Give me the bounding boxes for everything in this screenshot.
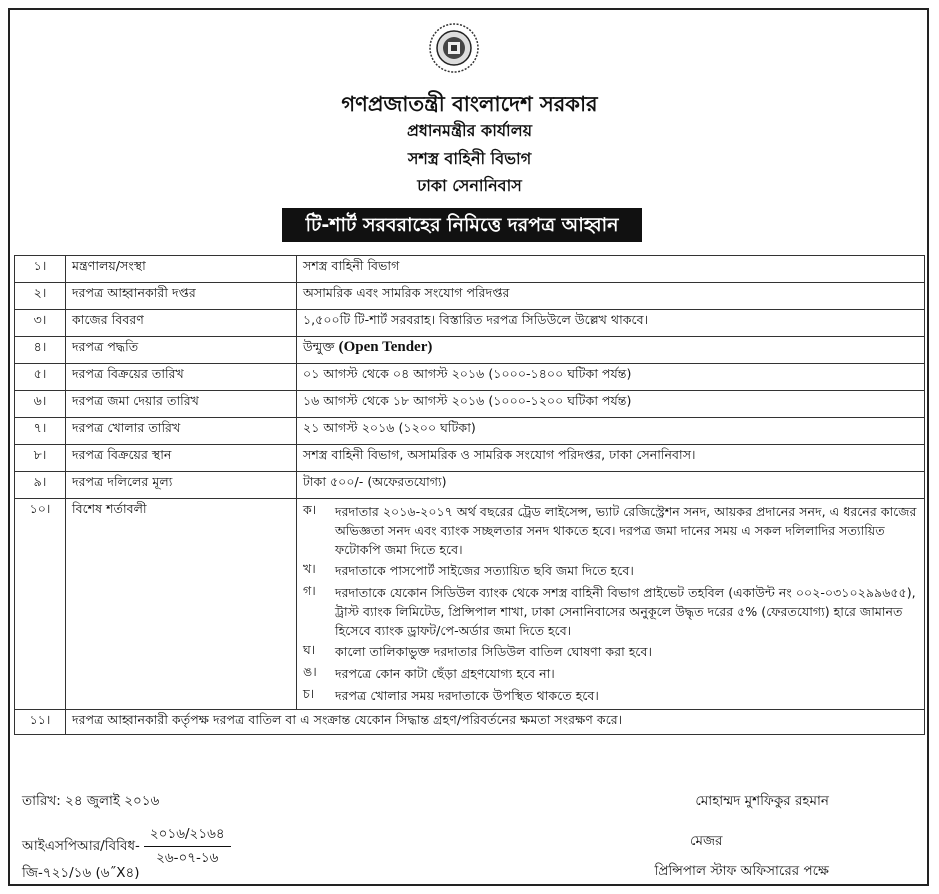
row-value-text: টাকা ৫০০/- (অফেরতযোগ্য): [303, 474, 447, 489]
government-seal-icon: [428, 22, 480, 74]
table-row-special-conditions: [15, 499, 925, 710]
g-code: জি-৭২১/১৬ (৬˝X৪): [22, 865, 140, 881]
signer-designation: প্রিন্সিপাল স্টাফ অফিসারের পক্ষে: [654, 863, 829, 879]
row-number: ৪।: [15, 337, 66, 364]
row-number: ৮।: [15, 445, 66, 472]
condition-item: [303, 685, 918, 707]
reference-top: ২০১৬/২১৬৪: [144, 823, 231, 847]
row-value-text: উন্মুক্ত: [303, 339, 335, 354]
reference-prefix: আইএসপিআর/বিবিধ-: [22, 838, 140, 854]
table-row: [15, 472, 925, 499]
row-number: ৭।: [15, 418, 66, 445]
header-office: প্রধানমন্ত্রীর কার্যালয়: [406, 121, 533, 140]
condition-text: দরদাতাকে পাসপোর্ট সাইজের সত্যায়িত ছবি জমা দিতে হবে।: [335, 563, 634, 578]
tender-title-banner: টি-শার্ট সরবরাহের নিমিত্তে দরপত্র আহ্বান: [282, 208, 642, 242]
row-value: [297, 310, 925, 337]
table-row-authority: [15, 710, 925, 735]
signer-rank: মেজর: [690, 833, 723, 849]
row-number: ১০।: [15, 499, 66, 710]
condition-marker: ঘ।: [303, 642, 316, 657]
row-number: ৬।: [15, 391, 66, 418]
row-label: দরপত্র দলিলের মূল্য: [66, 472, 297, 499]
condition-item: [303, 582, 918, 641]
condition-text: কালো তালিকাভুক্ত দরদাতার সিডিউল বাতিল ঘোষণা করা হবে।: [335, 644, 653, 659]
header-division: সশস্ত্র বাহিনী বিভাগ: [407, 149, 532, 168]
row-value-text: ১৬ আগস্ট থেকে ১৮ আগস্ট ২০১৬ (১০০০-১২০০ ঘটিকা পর্যন্ত): [303, 393, 632, 408]
table-row: [15, 418, 925, 445]
notice-date: তারিখ: ২৪ জুলাই ২০১৬: [22, 793, 160, 809]
authority-statement: দরপত্র আহ্বানকারী কর্তৃপক্ষ দরপত্র বাতিল বা এ সংক্রান্ত যেকোন সিদ্ধান্ত গ্রহণ/পরিবর্তনের ক্ষমতা সংরক্ষণ করে।: [66, 710, 925, 735]
condition-item: [303, 560, 918, 582]
row-value: [297, 418, 925, 445]
condition-marker: ক।: [303, 502, 317, 517]
table-row: [15, 364, 925, 391]
row-value-text: ২১ আগস্ট ২০১৬ (১২০০ ঘটিকা): [303, 420, 476, 435]
header-location: ঢাকা সেনানিবাস: [417, 176, 522, 195]
row-value: [297, 445, 925, 472]
condition-marker: গ।: [303, 583, 316, 598]
row-value: [297, 283, 925, 310]
row-value-text: সশস্ত্র বাহিনী বিভাগ, অসামরিক ও সামরিক সংযোগ পরিদপ্তর, ঢাকা সেনানিবাস।: [303, 447, 696, 462]
row-label: দরপত্র পদ্ধতি: [66, 337, 297, 364]
row-value: [297, 391, 925, 418]
row-value: [297, 256, 925, 283]
special-conditions-list: [297, 499, 925, 710]
row-value-text: ০১ আগস্ট থেকে ০৪ আগস্ট ২০১৬ (১০০০-১৪০০ ঘটিকা পর্যন্ত): [303, 366, 632, 381]
table-row: [15, 337, 925, 364]
row-number: ৫।: [15, 364, 66, 391]
row-label: দরপত্র বিক্রয়ের স্থান: [66, 445, 297, 472]
condition-marker: চ।: [303, 686, 315, 701]
row-label: দরপত্র জমা দেয়ার তারিখ: [66, 391, 297, 418]
condition-marker: খ।: [303, 561, 316, 576]
condition-text: দরপত্র খোলার সময় দরদাতাকে উপস্থিত থাকতে হবে।: [335, 688, 599, 703]
condition-item: [303, 641, 918, 663]
row-value-text: ১,৫০০টি টি-শার্ট সরবরাহ। বিস্তারিত দরপত্র সিডিউলে উল্লেখ থাকবে।: [303, 312, 649, 327]
condition-text: দরপত্রে কোন কাটা ছেঁড়া গ্রহণযোগ্য হবে না।: [335, 666, 555, 681]
row-value-text: অসামরিক এবং সামরিক সংযোগ পরিদপ্তর: [303, 285, 510, 300]
condition-marker: ঙ।: [303, 664, 317, 679]
signer-name: মোহাম্মদ মুশফিকুর রহমান: [695, 793, 829, 809]
row-value: [297, 472, 925, 499]
table-row: [15, 283, 925, 310]
row-label: দরপত্র বিক্রয়ের তারিখ: [66, 364, 297, 391]
condition-item: [303, 501, 918, 560]
row-value: [297, 337, 925, 364]
row-value-text: সশস্ত্র বাহিনী বিভাগ: [303, 258, 400, 273]
row-number: ৩।: [15, 310, 66, 337]
row-value-emphasis: (Open Tender): [338, 339, 433, 355]
table-row: [15, 445, 925, 472]
condition-text: দরদাতাকে যেকোন সিডিউল ব্যাংক থেকে সশস্ত্র বাহিনী বিভাগ প্রাইভেট তহবিল (একাউন্ট নং ০০২-০৩১০২৯৯৬৫৫), ট্রাস্ট ব্যাংক লিমিটেড, প্রিন্সিপাল শাখা, ঢাকা সেনানিবাসের অনুকূলে উদ্ধৃত দরের ৫% (ফেরতযোগ্য) হারে জামানত হিসেবে ব্যাংক ড্রাফট/পে-অর্ডার জমা দিতে হবে।: [335, 585, 916, 638]
row-value: [297, 364, 925, 391]
row-label: দরপত্র আহ্বানকারী দপ্তর: [66, 283, 297, 310]
row-number: ২।: [15, 283, 66, 310]
row-number: ৯।: [15, 472, 66, 499]
row-label: মন্ত্রণালয়/সংস্থা: [66, 256, 297, 283]
row-number: ১১।: [15, 710, 66, 735]
row-label: কাজের বিবরণ: [66, 310, 297, 337]
condition-item: [303, 663, 918, 685]
table-row: [15, 310, 925, 337]
table-row: [15, 256, 925, 283]
tender-table: [14, 255, 925, 735]
reference-bottom: ২৬-০৭-১৬: [156, 850, 219, 866]
reference-fraction: [144, 823, 231, 870]
row-label: বিশেষ শর্তাবলী: [66, 499, 297, 710]
condition-text: দরদাতার ২০১৬-২০১৭ অর্থ বছরের ট্রেড লাইসেন্স, ভ্যাট রেজিস্ট্রেশন সনদ, আয়কর প্রদানের সনদ, এ ধরনের কাজের অভিজ্ঞতা সনদ এবং ব্যাংক সচ্ছলতার সনদ থাকতে হবে। দরপত্র জমা দানের সময় এ সকল দলিলাদির সত্যায়িত ফটোকপি জমা দিতে হবে।: [335, 504, 917, 557]
header-government: গণপ্রজাতন্ত্রী বাংলাদেশ সরকার: [341, 92, 598, 116]
row-number: ১।: [15, 256, 66, 283]
row-label: দরপত্র খোলার তারিখ: [66, 418, 297, 445]
table-row: [15, 391, 925, 418]
